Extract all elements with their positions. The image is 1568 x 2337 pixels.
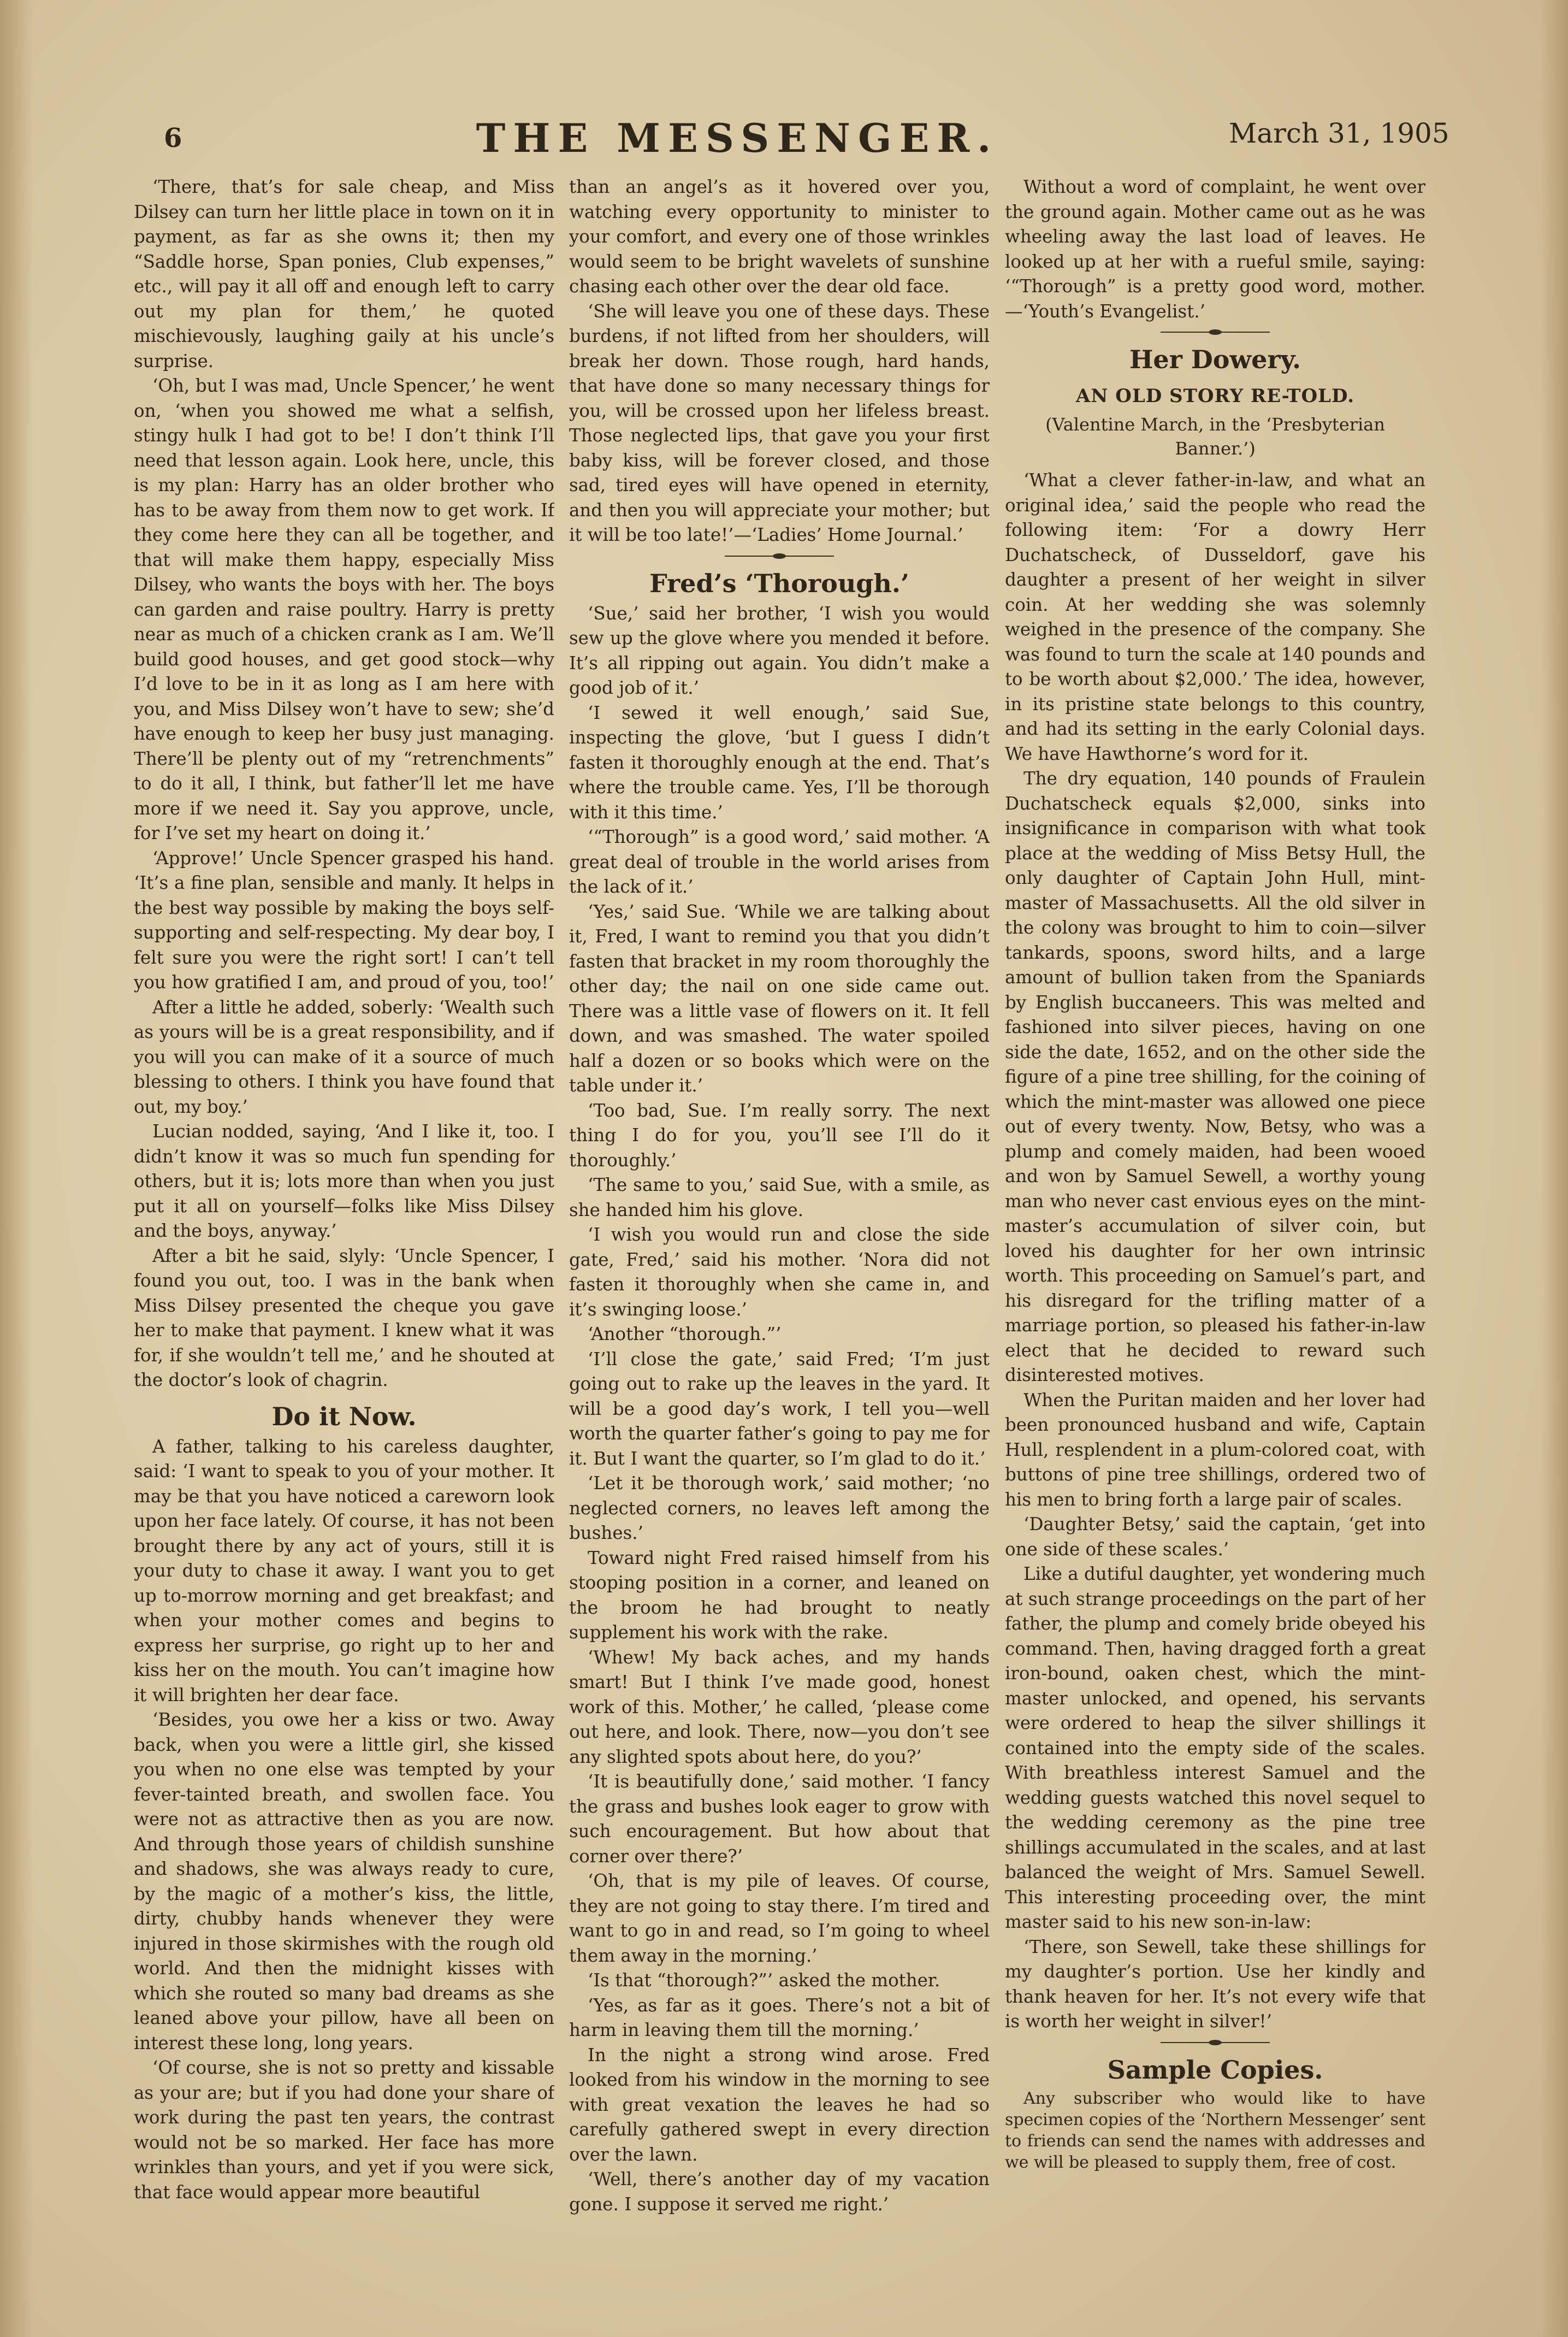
column-3 bbox=[1005, 175, 1425, 2251]
paragraph: ‘There, son Sewell, take these shillings for my daughter’s portion. Use her kindly and thank heaven for her. It’s not every wife that is worth her weight in silver!’ bbox=[1005, 1936, 1425, 2032]
paragraph: The dry equation, 140 pounds of Fraulein Duchatscheck equals $2,000, sinks into insignificance in comparison with what took place at the wedding of Miss Betsy Hull, the only daughter of Captain John Hull, mint-master of Massachusetts. All the old silver in the colony was brought to him to coin—silver tankards, spoons, sword hilts, and a large amount of bullion taken from the Spaniards by English buccaneers. This was melted and fashioned into silver pieces, having on one side the date, 1652, and on the other side the figure of a pine tree shilling, for the coining of which the mint-master was allowed one piece out of every twenty. Now, Betsy, who was a plump and comely maiden, had been wooed and won by Samuel Sewell, a worthy young man who never cast envious eyes on the mint-master’s accumulation of silver coin, but loved his daughter for her own intrinsic worth. This proceeding on Samuel’s part, and his disregard for the trifling matter of a marriage portion, so pleased his father-in-law elect that he decided to reward such disinterested motives. bbox=[1005, 768, 1425, 1385]
paragraph: than an angel’s as it hovered over you, watching every opportunity to minister to your comfort, and every one of those wrinkles would seem to be bright wavelets of sunshine chasing each other over the dear old face. bbox=[569, 176, 990, 297]
ornamental-divider bbox=[725, 552, 834, 560]
notice-block bbox=[1005, 2088, 1425, 2173]
paragraph: ‘Too bad, Sue. I’m really sorry. The next thing I do for you, you’ll see I’ll do it thoroughly.’ bbox=[569, 1100, 990, 1171]
paragraph: ‘It is beautifully done,’ said mother. ‘I fancy the grass and bushes look eager to grow with such encouragement. But how about that corner over there?’ bbox=[569, 1771, 990, 1867]
page-number: 6 bbox=[164, 123, 182, 154]
paragraph: Without a word of complaint, he went over the ground again. Mother came out as he was wheeling away the last load of leaves. He looked up at her with a rueful smile, saying: ‘“Thorough” is a pretty good word, mother.—‘Youth’s Evangelist.’ bbox=[1005, 176, 1425, 322]
paragraph: ‘The same to you,’ said Sue, with a smile, as she handed him his glove. bbox=[569, 1175, 990, 1220]
paragraph: A father, talking to his careless daughter, said: ‘I want to speak to you of your mother. It may be that you have noticed a careworn look upon her face lately. Of course, it has not been brought there by any act of yours, still it is your duty to chase it away. I want you to get up to-morrow morning and get breakfast; and when your mother comes and begins to express her surprise, go right up to her and kiss her on the mouth. You can’t imagine how it will brighten her dear face. bbox=[134, 1436, 554, 1705]
paragraph: ‘I sewed it well enough,’ said Sue, inspecting the glove, ‘but I guess I didn’t fasten it thoroughly enough at the end. That’s where the trouble came. Yes, I’ll be thorough with it this time.’ bbox=[569, 702, 990, 823]
paragraph: ‘Whew! My back aches, and my hands smart! But I think I’ve made good, honest work of this. Mother,’ he called, ‘please come out here, and look. There, now—you don’t see any slighted spots about here, do you?’ bbox=[569, 1646, 990, 1767]
paragraph: After a little he added, soberly: ‘Wealth such as yours will be is a great responsibility, and if you will you can make of it a source of much blessing to others. I think you have found that out, my boy.’ bbox=[134, 996, 554, 1117]
paragraph: ‘Besides, you owe her a kiss or two. Away back, when you were a little girl, she kissed you when no one else was tempted by your fever-tainted breath, and swollen face. You were not as attractive then as you are now. And through those years of childish sunshine and shadows, she was always ready to cure, by the magic of a mother’s kiss, the little, dirty, chubby hands whenever they were injured in those skirmishes with the rough old world. And then the midnight kisses with which she routed so many bad dreams as she leaned above your pillow, have all been on interest these long, long years. bbox=[134, 1709, 554, 2053]
paragraph: ‘Sue,’ said her brother, ‘I wish you would sew up the glove where you mended it before. It’s all ripping out again. You didn’t make a good job of it.’ bbox=[569, 603, 990, 698]
paragraph: ‘Yes,’ said Sue. ‘While we are talking about it, Fred, I want to remind you that you didn’t fasten that bracket in my room thoroughly the other day; the nail on one side came out. There was a little vase of flowers on it. It fell down, and was smashed. The water spoiled half a dozen or so books which were on the table under it.’ bbox=[569, 901, 990, 1096]
article-heading-do-it-now: Do it Now. bbox=[271, 1401, 417, 1431]
column-2 bbox=[569, 175, 990, 2251]
paragraph: ‘Approve!’ Uncle Spencer grasped his hand. ‘It’s a fine plan, sensible and manly. It helps in the best way possible by making the boys self-supporting and self-respecting. My dear boy, I felt sure you were the right sort! I can’t tell you how gratified I am, and proud of you, too!’ bbox=[134, 847, 554, 993]
page-edge-shadow-right bbox=[1541, 0, 1568, 2337]
paragraph: In the night a strong wind arose. Fred looked from his window in the morning to see with great vexation the leaves he had so carefully gathered swept in every direction over the lawn. bbox=[569, 2044, 990, 2165]
issue-date: March 31, 1905 bbox=[1229, 117, 1449, 149]
paragraph: ‘Of course, she is not so pretty and kissable as your are; but if you had done your share of work during the past ten years, the contrast would not be so marked. Her face has more wrinkles than yours, and yet if you were sick, that face would appear more beautiful bbox=[134, 2057, 554, 2203]
column-1 bbox=[134, 175, 554, 2251]
paragraph: ‘I wish you would run and close the side gate, Fred,’ said his mother. ‘Nora did not fasten it thoroughly when she came in, and it’s swinging loose.’ bbox=[569, 1224, 990, 1320]
article-heading-freds-thorough: Fred’s ‘Thorough.’ bbox=[649, 568, 909, 598]
article-heading-sample-copies: Sample Copies. bbox=[1107, 2055, 1323, 2085]
paragraph: Like a dutiful daughter, yet wondering much at such strange proceedings on the part of her father, the plump and comely bride obeyed his command. Then, having dragged forth a great iron-bound, oaken chest, which the mint-master unlocked, and opened, his servants were ordered to heap the silver shillings it contained into the empty side of the scales. With breathless interest Samuel and the wedding guests watched this novel sequel to the wedding ceremony as the pine tree shillings accumulated in the scales, and at last balanced the weight of Mrs. Samuel Sewell. This interesting proceeding over, the mint master said to his new son-in-law: bbox=[1005, 1563, 1425, 1932]
paragraph: Toward night Fred raised himself from his stooping position in a corner, and leaned on the broom he had brought to neatly supplement his work with the rake. bbox=[569, 1547, 990, 1643]
paragraph: When the Puritan maiden and her lover had been pronounced husband and wife, Captain Hull, resplendent in a plum-colored coat, with buttons of pine tree shillings, ordered two of his men to bring forth a large pair of scales. bbox=[1005, 1389, 1425, 1510]
paragraph: ‘Yes, as far as it goes. There’s not a bit of harm in leaving them till the morning.’ bbox=[569, 1994, 990, 2040]
ornamental-divider bbox=[1161, 328, 1270, 336]
paragraph: Any subscriber who would like to have specimen copies of the ‘Northern Messenger’ sent to friends can send the names with addresses and we will be pleased to supply them, free of cost. bbox=[1005, 2088, 1425, 2172]
paragraph: ‘Oh, but I was mad, Uncle Spencer,’ he went on, ‘when you showed me what a selfish, stingy hulk I had got to be! I don’t think I’ll need that lesson again. Look here, uncle, this is my plan: Harry has an older brother who has to be away from them now to get work. If they come here they can all be together, and that will make them happy, especially Miss Dilsey, who wants the boys with her. The boys can garden and raise poultry. Harry is pretty near as much of a chicken crank as I am. We’ll build good houses, and get good stock—why I’d love to be in it as long as I am here with you, and Miss Dilsey won’t have to sew; she’d have enough to keep her busy just managing. There’ll be plenty out of my “retrenchments” to do it all, I think, but father’ll let me have more if we need it. Say you approve, uncle, for I’ve set my heart on doing it.’ bbox=[134, 375, 554, 843]
paragraph: ‘Let it be thorough work,’ said mother; ‘no neglected corners, no leaves left among the bushes.’ bbox=[569, 1473, 990, 1543]
article-credit: (Valentine March, in the ‘Presbyterian Banner.’) bbox=[1045, 414, 1385, 459]
paragraph: ‘“Thorough” is a good word,’ said mother. ‘A great deal of trouble in the world arises from the lack of it.’ bbox=[569, 827, 990, 897]
paragraph: ‘There, that’s for sale cheap, and Miss Dilsey can turn her little place in town on it in payment, as far as she owns it; then my “Saddle horse, Span ponies, Club expenses,” etc., will pay it all off and enough left to carry out my plan for them,’ he quoted mischievously, laughing gaily at his uncle’s surprise. bbox=[134, 176, 554, 371]
paragraph: ‘Well, there’s another day of my vacation gone. I suppose it served me right.’ bbox=[569, 2169, 990, 2215]
masthead-title: THE MESSENGER. bbox=[476, 115, 999, 161]
paragraph: ‘What a clever father-in-law, and what an original idea,’ said the people who read the following item: ‘For a dowry Herr Duchatscheck, of Dusseldorf, gave his daughter a present of her weight in silver coin. At her wedding she was solemnly weighed in the presence of the company. She was found to turn the scale at 140 pounds and to be worth about $2,000.’ The idea, however, in its pristine state belongs to this country, and had its setting in the early Colonial days. We have Hawthorne’s word for it. bbox=[1005, 470, 1425, 764]
page-edge-shadow-left bbox=[0, 0, 33, 2337]
ornamental-divider bbox=[1161, 2039, 1270, 2046]
paragraph: After a bit he said, slyly: ‘Uncle Spencer, I found you out, too. I was in the bank when Miss Dilsey presented the cheque you gave her to make that payment. I knew what it was for, if she wouldn’t tell me,’ and he shouted at the doctor’s look of chagrin. bbox=[134, 1245, 554, 1390]
paragraph: ‘Oh, that is my pile of leaves. Of course, they are not going to stay there. I’m tired and want to go in and read, so I’m going to wheel them away in the morning.’ bbox=[569, 1870, 990, 1966]
paragraph: ‘She will leave you one of these days. These burdens, if not lifted from her shoulders, will break her down. Those rough, hard hands, that have done so many necessary things for you, will be crossed upon her lifeless breast. Those neglected lips, that gave you your first baby kiss, will be forever closed, and those sad, tired eyes will have opened in eternity, and then you will appreciate your mother; but it will be too late!’—‘Ladies’ Home Journal.’ bbox=[569, 300, 990, 545]
paragraph: ‘Is that “thorough?”’ asked the mother. bbox=[588, 1970, 940, 1991]
article-heading-her-dowery: Her Dowery. bbox=[1129, 345, 1301, 374]
paragraph: ‘I’ll close the gate,’ said Fred; ‘I’m just going out to rake up the leaves in the yard. It will be a good day’s work, I tell you—well worth the quarter father’s going to pay me for it. But I want the quarter, so I’m glad to do it.’ bbox=[569, 1348, 990, 1469]
paragraph: ‘Another “thorough.”’ bbox=[588, 1324, 782, 1344]
paragraph: ‘Daughter Betsy,’ said the captain, ‘get into one side of these scales.’ bbox=[1005, 1514, 1425, 1560]
article-subheading: AN OLD STORY RE-TOLD. bbox=[1075, 385, 1355, 407]
paragraph: Lucian nodded, saying, ‘And I like it, too. I didn’t know it was so much fun spending for others, but it is; lots more than when you just put it all on yourself—folks like Miss Dilsey and the boys, anyway.’ bbox=[134, 1121, 554, 1241]
